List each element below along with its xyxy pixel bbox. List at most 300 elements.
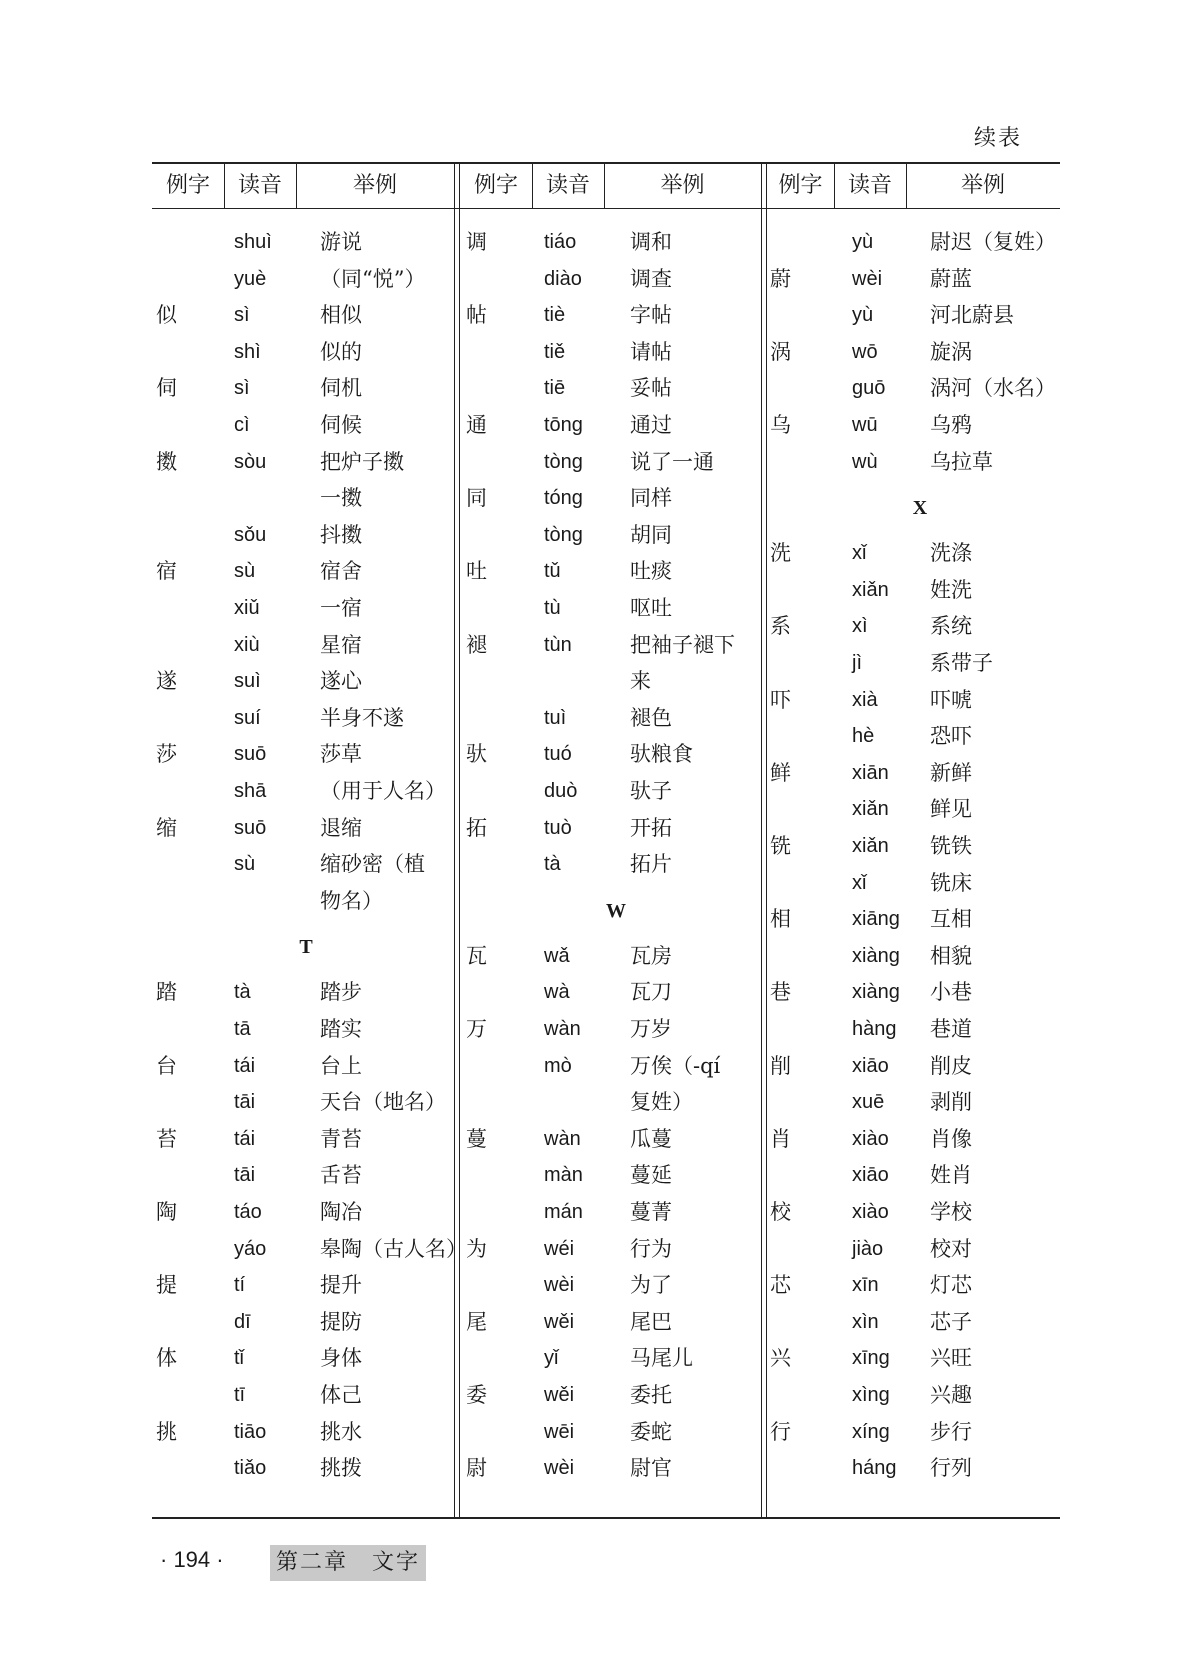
- entry-example: 兴旺: [930, 1346, 972, 1371]
- entry-example: 天台（地名）: [320, 1090, 446, 1115]
- entry-example: 系带子: [930, 650, 993, 675]
- entry-row: [156, 1011, 456, 1048]
- entry-pinyin: yǐ: [544, 1347, 559, 1370]
- entry-pinyin: tōng: [544, 414, 583, 436]
- entry-example: 乌鸦: [930, 413, 972, 437]
- entry-char: 莎: [156, 742, 177, 767]
- entry-example: 乌拉草: [930, 449, 993, 474]
- entry-pinyin: wù: [852, 450, 878, 473]
- entry-char: 陶: [156, 1199, 177, 1224]
- entry-row: [770, 224, 1070, 261]
- entry-example: 尉官: [630, 1456, 672, 1481]
- entry-row: [156, 773, 456, 810]
- entry-example: 调和: [630, 230, 672, 254]
- entry-example: 剥削: [930, 1090, 972, 1115]
- entry-row: [770, 1048, 1070, 1085]
- entry-row: [156, 1267, 456, 1304]
- header-pinyin: 读音: [847, 173, 892, 198]
- entry-row: [156, 974, 456, 1011]
- entry-example: 马尾儿: [630, 1346, 693, 1371]
- entry-row: [156, 407, 456, 444]
- entry-char: 通: [466, 413, 487, 437]
- entry-row: [770, 645, 1070, 682]
- entry-char: 遂: [156, 669, 177, 694]
- entry-row: [770, 1157, 1070, 1194]
- entry-char: 似: [156, 303, 177, 328]
- entry-pinyin: tuì: [544, 706, 567, 729]
- entry-char: 委: [466, 1382, 487, 1407]
- entry-pinyin: wū: [852, 414, 878, 436]
- entry-row: [156, 334, 456, 371]
- entry-pinyin: xǐ: [852, 542, 867, 565]
- entry-example: 身体: [320, 1346, 362, 1371]
- entry-char: 鲜: [770, 760, 791, 785]
- entry-row: [770, 791, 1070, 828]
- entry-char: 吐: [466, 559, 487, 584]
- entry-char: 相: [770, 907, 791, 932]
- entry-pinyin: wèi: [544, 1457, 575, 1480]
- entry-pinyin: cì: [234, 414, 250, 436]
- entry-row: [770, 407, 1070, 444]
- entry-example: 字帖: [630, 303, 672, 328]
- entry-row: [156, 1450, 456, 1487]
- entry-row: [770, 535, 1070, 572]
- entry-row: [466, 334, 766, 371]
- entry-row: [466, 1121, 766, 1158]
- entry-example: （用于人名）: [320, 779, 446, 803]
- entry-example: 吐痰: [630, 559, 672, 584]
- entry-char: 铣: [770, 833, 791, 858]
- entry-char: 宿: [156, 559, 177, 584]
- entry-row: [466, 938, 766, 975]
- entry-pinyin: xiān: [852, 761, 889, 784]
- entry-example: 蔓菁: [630, 1199, 672, 1224]
- entry-row: [156, 480, 456, 517]
- entry-example: 蔓延: [630, 1163, 672, 1188]
- entry-pinyin: yù: [852, 231, 874, 253]
- entry-example: 舌苔: [320, 1163, 362, 1188]
- header-char: 例字: [778, 173, 823, 198]
- entry-pinyin: shì: [234, 340, 261, 363]
- header-example: 举例: [660, 173, 705, 198]
- entry-row: [770, 682, 1070, 719]
- entry-example: 星宿: [320, 632, 362, 657]
- entry-pinyin: wěi: [544, 1383, 575, 1406]
- header-bottom-rule: [152, 208, 1060, 209]
- entries-column-1: [156, 224, 467, 1530]
- entry-example: 体己: [320, 1382, 362, 1407]
- entry-pinyin: xuē: [852, 1091, 885, 1114]
- entry-row: [466, 1340, 766, 1377]
- entry-example: （同“悦”）: [320, 266, 426, 291]
- entry-pinyin: tái: [234, 1054, 256, 1077]
- entry-example: 姓洗: [930, 577, 972, 602]
- entry-row: [156, 1084, 456, 1121]
- entry-pinyin: xià: [852, 688, 878, 711]
- entry-example: 鲜见: [930, 797, 972, 822]
- entry-pinyin: jì: [852, 651, 862, 674]
- entry-row: [156, 224, 456, 261]
- entry-char: 行: [770, 1419, 791, 1444]
- entry-pinyin: xiàng: [852, 944, 900, 967]
- entry-example: 兴趣: [930, 1382, 972, 1407]
- entry-row: [466, 1157, 766, 1194]
- entry-row: [466, 1414, 766, 1451]
- entry-row: [156, 1121, 456, 1158]
- entry-example: 半身不遂: [320, 705, 404, 730]
- header-char: 例字: [473, 173, 518, 198]
- entry-pinyin: wà: [544, 981, 570, 1004]
- entry-pinyin: sǒu: [234, 523, 267, 546]
- entry-example: 把炉子擞: [320, 449, 404, 474]
- entry-pinyin: diào: [544, 267, 582, 290]
- entry-pinyin: tiě: [544, 340, 566, 363]
- entry-pinyin: wàn: [544, 1127, 581, 1150]
- entry-char: 台: [156, 1053, 177, 1078]
- entry-pinyin: shuì: [234, 231, 272, 253]
- entry-example: 调查: [630, 266, 672, 291]
- entry-row: [770, 1194, 1070, 1231]
- entry-example: 瓦房: [630, 943, 672, 968]
- entry-row: [770, 1450, 1070, 1487]
- entry-row: [466, 370, 766, 407]
- entry-example: 相似: [320, 303, 362, 328]
- entry-pinyin: hàng: [852, 1017, 897, 1040]
- entry-example: 宿舍: [320, 559, 362, 584]
- entry-row: [770, 1304, 1070, 1341]
- entry-pinyin: duò: [544, 780, 578, 802]
- entry-char: 驮: [466, 742, 487, 767]
- entry-row: [156, 1048, 456, 1085]
- entry-pinyin: shā: [234, 780, 267, 802]
- entry-example: 踏步: [320, 980, 362, 1005]
- continued-label: 续表: [974, 126, 1023, 151]
- entry-pinyin: xiāo: [852, 1164, 889, 1187]
- entry-row: [156, 297, 456, 334]
- entry-row: [156, 627, 456, 664]
- entry-example: 拓片: [630, 852, 672, 877]
- entry-row: [770, 718, 1070, 755]
- entry-row: [156, 444, 456, 481]
- entry-char: 肖: [770, 1126, 791, 1151]
- entry-example: 驮粮食: [630, 742, 693, 767]
- entry-pinyin: táo: [234, 1200, 262, 1223]
- entry-row: [156, 1194, 456, 1231]
- entry-example: 瓦刀: [630, 980, 672, 1005]
- entry-char: 系: [770, 614, 791, 639]
- entry-example: 物名）: [320, 888, 383, 913]
- entry-pinyin: yuè: [234, 267, 267, 290]
- entry-row: [770, 1121, 1070, 1158]
- entry-example: 伺机: [320, 376, 362, 401]
- entry-pinyin: xiǎn: [852, 798, 889, 821]
- entry-row: [770, 1084, 1070, 1121]
- entry-row: [156, 1414, 456, 1451]
- entry-row: [466, 1267, 766, 1304]
- entry-pinyin: háng: [852, 1457, 897, 1480]
- entry-row: [466, 224, 766, 261]
- entry-row: [156, 370, 456, 407]
- entry-example: 为了: [630, 1273, 672, 1298]
- entry-example: 同样: [630, 486, 672, 511]
- entries-column-2: [466, 224, 766, 1530]
- entry-row: [770, 608, 1070, 645]
- entry-pinyin: tòng: [544, 450, 583, 473]
- entry-pinyin: wō: [852, 340, 878, 363]
- entry-char: 调: [466, 230, 487, 254]
- entry-row: [770, 444, 1070, 481]
- entry-example: 河北蔚县: [930, 303, 1014, 328]
- entry-row: [156, 736, 456, 773]
- entry-example: 驮子: [630, 779, 672, 803]
- entry-example: 吓唬: [930, 687, 972, 712]
- entry-row: [770, 755, 1070, 792]
- entry-row: [466, 1231, 766, 1268]
- entry-row: [770, 974, 1070, 1011]
- entry-char: 校: [770, 1199, 791, 1224]
- entry-pinyin: tuó: [544, 743, 572, 766]
- entry-row: [466, 517, 766, 554]
- entry-row: [156, 700, 456, 737]
- entry-pinyin: xīn: [852, 1274, 879, 1297]
- entry-row: [466, 700, 766, 737]
- entry-pinyin: tiáo: [544, 231, 577, 253]
- entry-row: [770, 1011, 1070, 1048]
- entry-example: 恐吓: [930, 724, 972, 749]
- entry-pinyin: xiù: [234, 633, 260, 656]
- entry-pinyin: wǎ: [544, 944, 570, 967]
- entry-example: 把袖子褪下: [630, 632, 735, 657]
- header-char: 例字: [165, 173, 210, 198]
- entry-row: [156, 1377, 456, 1414]
- entry-example: 陶冶: [320, 1199, 362, 1224]
- entry-char: 体: [156, 1346, 177, 1371]
- entry-row: [770, 938, 1070, 975]
- entry-char: 蔓: [466, 1126, 487, 1151]
- entry-example: 一宿: [320, 596, 362, 620]
- entry-char: 苔: [156, 1126, 177, 1151]
- entry-example: 伺候: [320, 413, 362, 437]
- entry-example: 小巷: [930, 980, 972, 1005]
- entry-char: 涡: [770, 339, 791, 364]
- entry-row: [466, 627, 766, 664]
- entry-char: 吓: [770, 687, 791, 712]
- entry-example: 提升: [320, 1273, 362, 1298]
- entry-char: 同: [466, 486, 487, 511]
- entry-example: 校对: [930, 1236, 972, 1261]
- entry-pinyin: sì: [234, 377, 250, 400]
- entry-row: [156, 846, 456, 883]
- entry-row: [156, 517, 456, 554]
- entry-pinyin: tà: [544, 853, 561, 876]
- entry-row: [466, 773, 766, 810]
- header-example: 举例: [960, 173, 1005, 198]
- entry-char: 擞: [156, 449, 177, 474]
- entry-row: [466, 553, 766, 590]
- entry-example: 涡河（水名）: [930, 376, 1056, 401]
- entry-pinyin: sì: [234, 304, 250, 327]
- entry-pinyin: tāi: [234, 1164, 256, 1187]
- entry-pinyin: tiè: [544, 304, 566, 327]
- entry-pinyin: wèi: [852, 267, 883, 290]
- entry-row: [466, 974, 766, 1011]
- entry-pinyin: wēi: [544, 1420, 575, 1443]
- entry-example: 相貌: [930, 943, 972, 968]
- entry-pinyin: sòu: [234, 450, 267, 473]
- entry-example: 莎草: [320, 742, 362, 767]
- entry-row: [770, 1340, 1070, 1377]
- entry-pinyin: xiǎn: [852, 834, 889, 857]
- entry-pinyin: xì: [852, 615, 868, 638]
- entry-row: [466, 1450, 766, 1487]
- entry-row: [770, 901, 1070, 938]
- entry-char: 尉: [466, 1456, 487, 1481]
- entry-example: 提防: [320, 1309, 362, 1334]
- entry-pinyin: tóng: [544, 487, 583, 510]
- divider-1b: [459, 162, 460, 1518]
- entry-pinyin: dī: [234, 1310, 251, 1333]
- entry-example: 洗涤: [930, 541, 972, 566]
- entry-example: 委托: [630, 1382, 672, 1407]
- entry-row: [466, 407, 766, 444]
- entry-pinyin: guō: [852, 377, 886, 400]
- entry-char: 兴: [770, 1346, 791, 1371]
- entry-row: [770, 1267, 1070, 1304]
- header-group-1: [152, 164, 454, 208]
- entry-pinyin: xiào: [852, 1200, 889, 1223]
- entry-example: 挑水: [320, 1419, 362, 1444]
- entry-pinyin: wěi: [544, 1310, 575, 1333]
- entry-char: 伺: [156, 376, 177, 401]
- entry-char: 踏: [156, 980, 177, 1005]
- entry-row: [466, 590, 766, 627]
- entry-row: [466, 736, 766, 773]
- entry-pinyin: xìng: [852, 1383, 890, 1406]
- entry-row: [156, 261, 456, 298]
- entry-example: 姓肖: [930, 1163, 972, 1188]
- entry-row: [466, 1048, 766, 1085]
- entry-row: [466, 297, 766, 334]
- entry-pinyin: yù: [852, 304, 874, 327]
- header-pinyin: 读音: [545, 173, 590, 198]
- entry-example: 行为: [630, 1236, 672, 1261]
- entry-pinyin: wèi: [544, 1274, 575, 1297]
- entry-example: 妥帖: [630, 376, 672, 401]
- entry-pinyin: màn: [544, 1164, 583, 1187]
- entry-char: 尾: [466, 1309, 487, 1334]
- entry-row: [466, 480, 766, 517]
- entry-example: 肖像: [930, 1126, 972, 1151]
- entry-char: 拓: [466, 815, 487, 840]
- entry-pinyin: tiē: [544, 377, 566, 400]
- entry-example: 请帖: [630, 339, 672, 364]
- section-letter: W: [606, 899, 626, 922]
- entry-example: 新鲜: [930, 760, 972, 785]
- entry-char: 提: [156, 1273, 177, 1298]
- entry-pinyin: tà: [234, 981, 251, 1004]
- entry-example: 芯子: [930, 1309, 972, 1334]
- header-pinyin: 读音: [237, 173, 282, 198]
- entry-pinyin: mò: [544, 1054, 572, 1077]
- entry-pinyin: tiǎo: [234, 1457, 267, 1480]
- entry-example: 开拓: [630, 815, 672, 840]
- entry-pinyin: tuò: [544, 816, 572, 839]
- entry-example: 学校: [930, 1199, 972, 1224]
- entry-pinyin: xǐ: [852, 871, 867, 894]
- entry-char: 削: [770, 1053, 791, 1078]
- entry-pinyin: suí: [234, 706, 261, 729]
- entry-row: [466, 1377, 766, 1414]
- entry-row: [770, 370, 1070, 407]
- entry-row: [466, 663, 766, 700]
- entry-example: 万俟（-qí: [630, 1053, 721, 1078]
- entry-pinyin: sù: [234, 853, 256, 876]
- entry-example: 瓜蔓: [630, 1126, 672, 1151]
- entry-row: [156, 590, 456, 627]
- entry-pinyin: tǐ: [234, 1347, 244, 1370]
- entry-example: 抖擞: [320, 522, 362, 547]
- entry-pinyin: suì: [234, 670, 261, 693]
- entry-example: 铣床: [930, 870, 972, 895]
- entry-example: 呕吐: [630, 596, 672, 620]
- entry-row: [770, 572, 1070, 609]
- entry-pinyin: tí: [234, 1274, 246, 1297]
- entry-row: [770, 297, 1070, 334]
- header-example: 举例: [352, 173, 397, 198]
- entry-pinyin: tī: [234, 1383, 246, 1406]
- entry-row: [770, 828, 1070, 865]
- entry-row: [466, 444, 766, 481]
- divider-2b: [766, 162, 767, 1518]
- entry-pinyin: xiǎn: [852, 578, 889, 601]
- entry-example: 退缩: [320, 815, 362, 840]
- entry-row: [156, 663, 456, 700]
- entry-example: 巷道: [930, 1016, 972, 1041]
- entry-row: [156, 553, 456, 590]
- entry-pinyin: sù: [234, 560, 256, 583]
- entry-example: 缩砂密（植: [320, 852, 425, 877]
- entry-pinyin: suō: [234, 816, 267, 839]
- entry-pinyin: tù: [544, 597, 561, 619]
- entries-column-3: [770, 224, 1070, 1530]
- entry-example: 游说: [320, 230, 362, 254]
- entry-example: 挑拨: [320, 1456, 362, 1481]
- entry-row: [156, 1157, 456, 1194]
- entry-row: [156, 810, 456, 847]
- entry-char: 缩: [156, 815, 177, 840]
- entry-pinyin: xiàng: [852, 981, 900, 1004]
- entry-example: 灯芯: [930, 1273, 972, 1298]
- entry-example: 蔚蓝: [930, 266, 972, 291]
- entry-example: 铣铁: [930, 833, 972, 858]
- entry-row: [770, 1377, 1070, 1414]
- entry-example: 步行: [930, 1419, 972, 1444]
- chapter-label: 第二章 文字: [270, 1545, 426, 1581]
- entry-example: 似的: [320, 339, 362, 364]
- entry-row: [156, 1340, 456, 1377]
- entry-row: [466, 1304, 766, 1341]
- section-letter: X: [912, 497, 928, 520]
- entry-char: 洗: [770, 541, 791, 566]
- section-letter: T: [299, 936, 313, 959]
- entry-pinyin: xiǔ: [234, 597, 260, 619]
- entry-row: [466, 846, 766, 883]
- header-group-2: [460, 164, 761, 208]
- entry-pinyin: tǔ: [544, 560, 561, 583]
- entry-row: [156, 883, 456, 920]
- entry-example: 褪色: [630, 705, 672, 730]
- entry-pinyin: tái: [234, 1127, 256, 1150]
